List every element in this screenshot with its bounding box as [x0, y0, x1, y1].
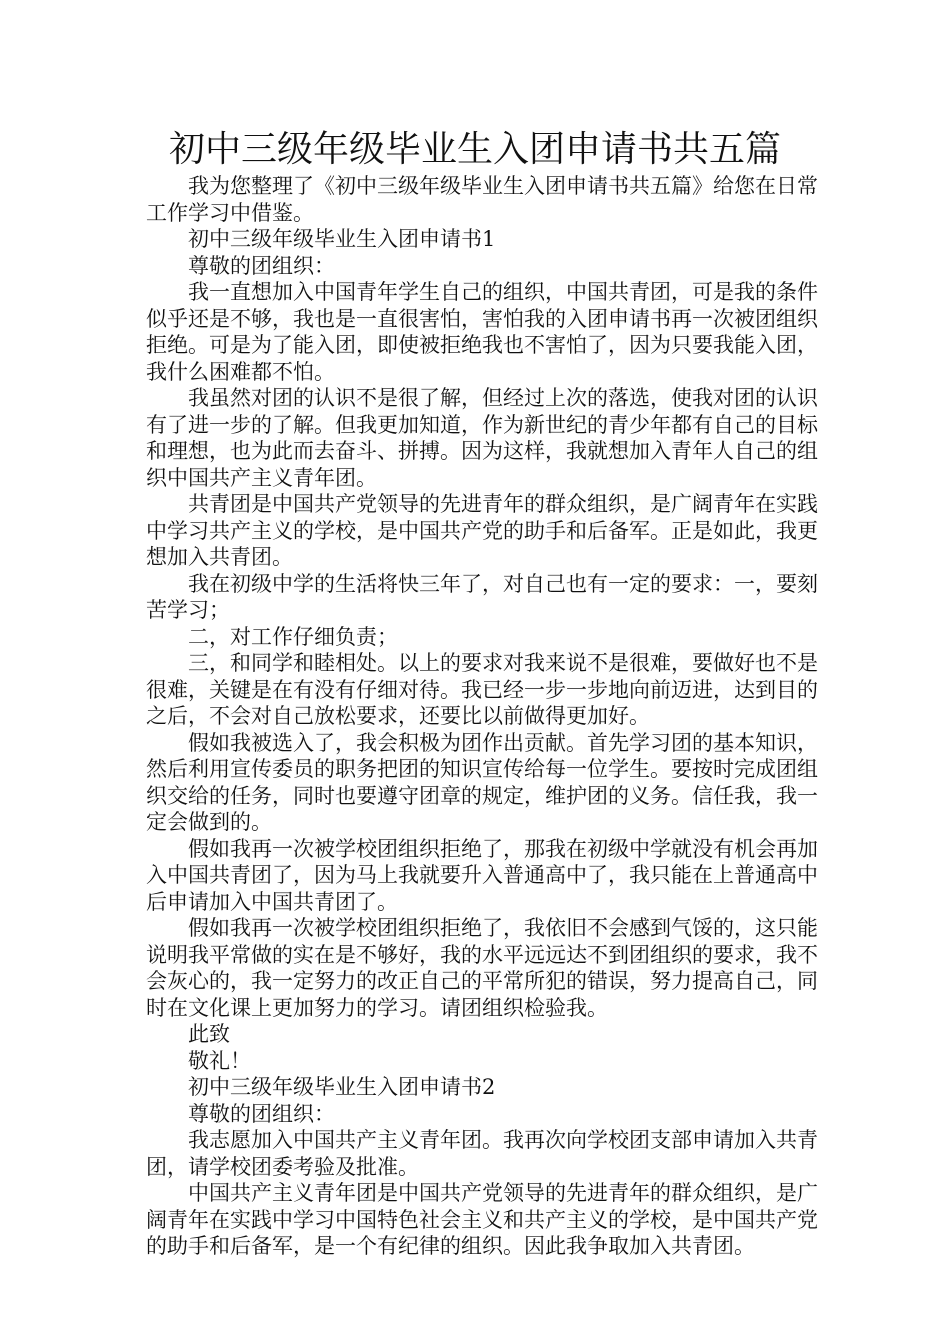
salutation: 尊敬的团组织： — [188, 253, 335, 278]
intro-paragraph: 我为您整理了《初中三级年级毕业生入团申请书共五篇》给您在日常工作学习中借鉴。 — [146, 174, 818, 225]
salutation: 尊敬的团组织： — [188, 1101, 335, 1126]
body-paragraph: 假如我被选入了，我会积极为团作出贡献。首先学习团的基本知识，然后利用宣传委员的职务把团的知识宣传给每一位学生。要按时完成团组织交给的任务，同时也要遵守团章的规定，维护团的义务。信任我，我一定会做到的。 — [146, 730, 818, 834]
section-heading-2: 初中三级年级毕业生入团申请书2 — [188, 1075, 496, 1099]
section-heading-1: 初中三级年级毕业生入团申请书1 — [188, 227, 496, 251]
body-paragraph: 我在初级中学的生活将快三年了，对自己也有一定的要求：一，要刻苦学习； — [146, 571, 818, 622]
body-paragraph: 二，对工作仔细负责； — [188, 624, 398, 649]
body-paragraph: 我志愿加入中国共产主义青年团。我再次向学校团支部申请加入共青团，请学校团委考验及批准。 — [146, 1128, 818, 1179]
body-paragraph: 我一直想加入中国青年学生自己的组织，中国共青团，可是我的条件似乎还是不够，我也是一直很害怕，害怕我的入团申请书再一次被团组织拒绝。可是为了能入团，即使被拒绝我也不害怕了，因为只要我能入团，我什么困难都不怕。 — [146, 280, 818, 384]
body-paragraph: 我虽然对团的认识不是很了解，但经过上次的落选，使我对团的认识有了进一步的了解。但我更加知道，作为新世纪的青少年都有自己的目标和理想，也为此而去奋斗、拼搏。因为这样，我就想加入青年人自己的组织中国共产主义青年团。 — [146, 386, 818, 490]
document-title: 初中三级年级毕业生入团申请书共五篇 — [168, 129, 781, 170]
body-paragraph: 假如我再一次被学校团组织拒绝了，那我在初级中学就没有机会再加入中国共青团了，因为马上我就要升入普通高中了，我只能在上普通高中后申请加入中国共青团了。 — [146, 836, 818, 914]
document-body — [146, 173, 818, 1260]
closing-line: 此致 — [188, 1022, 230, 1046]
closing-line: 敬礼！ — [188, 1048, 251, 1073]
body-paragraph: 三，和同学和睦相处。以上的要求对我来说不是很难，要做好也不是很难，关键是在有没有仔细对待。我已经一步一步地向前迈进，达到目的之后，不会对自己放松要求，还要比以前做得更加好。 — [146, 651, 818, 728]
body-paragraph: 共青团是中国共产党领导的先进青年的群众组织，是广阔青年在实践中学习共产主义的学校，是中国共产党的助手和后备军。正是如此，我更想加入共青团。 — [146, 492, 818, 569]
body-paragraph: 假如我再一次被学校团组织拒绝了，我依旧不会感到气馁的，这只能说明我平常做的实在是不够好，我的水平远远达不到团组织的要求，我不会灰心的，我一定努力的改正自己的平常所犯的错误，努力提高自己，同时在文化课上更加努力的学习。请团组织检验我。 — [146, 916, 818, 1020]
body-paragraph: 中国共产主义青年团是中国共产党领导的先进青年的群众组织，是广阔青年在实践中学习中国特色社会主义和共产主义的学校，是中国共产党的助手和后备军，是一个有纪律的组织。因此我争取加入共青团。 — [146, 1181, 818, 1258]
